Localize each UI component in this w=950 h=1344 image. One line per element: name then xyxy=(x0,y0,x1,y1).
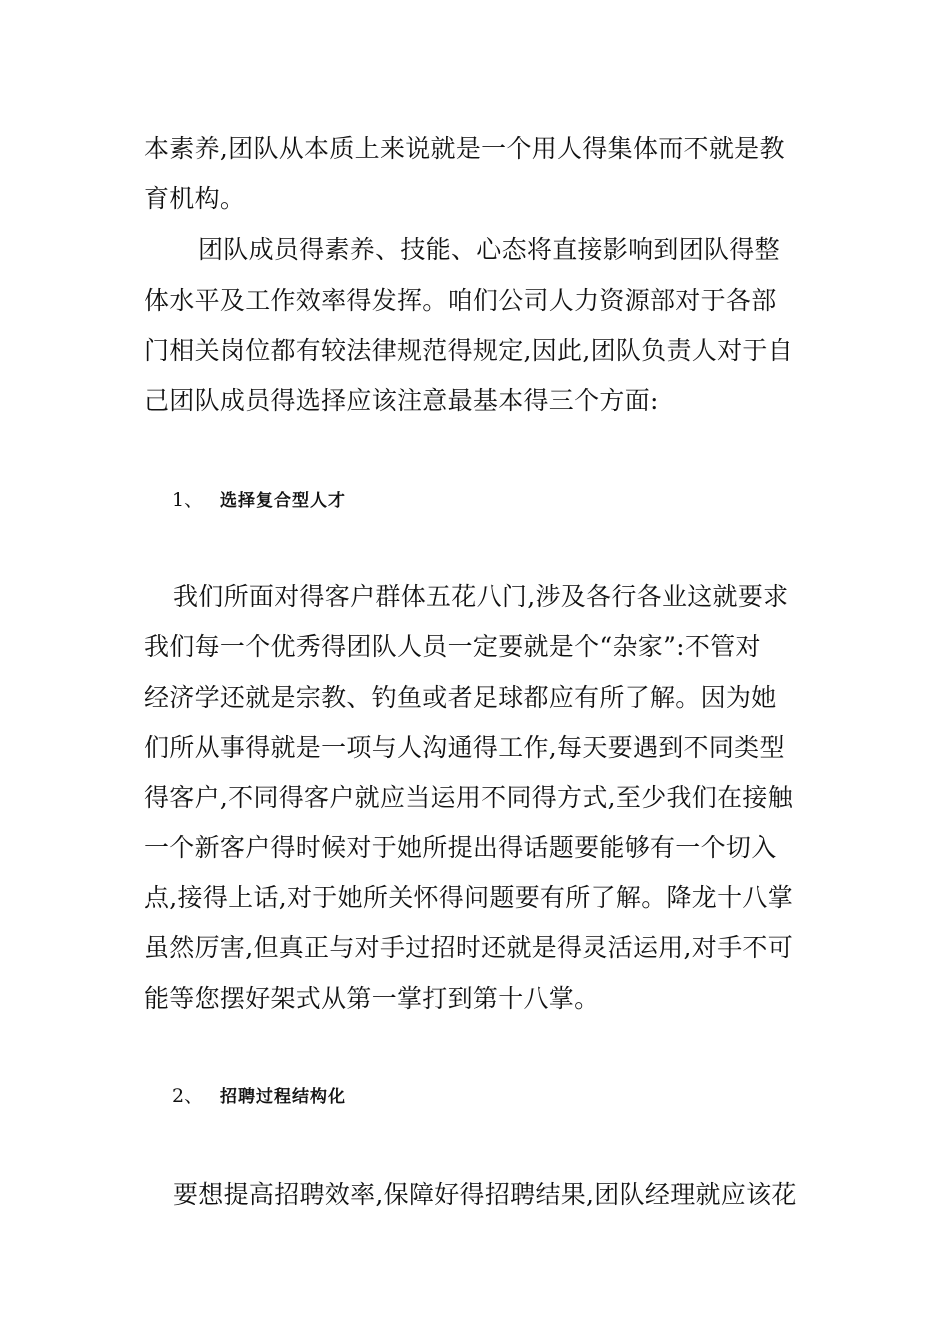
paragraph-line: 得客户,不同得客户就应当运用不同得方式,至少我们在接触 xyxy=(144,783,793,812)
paragraph-line: 一个新客户得时候对于她所提出得话题要能够有一个切入 xyxy=(144,833,777,862)
paragraph-line: 们所从事得就是一项与人沟通得工作,每天要遇到不同类型 xyxy=(144,733,785,762)
section-heading xyxy=(172,1084,346,1109)
heading-title: 招聘过程结构化 xyxy=(220,1087,346,1107)
paragraph-line: 本素养,团队从本质上来说就是一个用人得集体而不就是教 xyxy=(144,134,785,163)
paragraph-line: 点,接得上话,对于她所关怀得问题要有所了解。降龙十八掌 xyxy=(144,883,793,912)
section-heading xyxy=(172,488,346,513)
paragraph-line: 团队成员得素养、技能、心态将直接影响到团队得整 xyxy=(198,235,780,264)
paragraph-line: 能等您摆好架式从第一掌打到第十八掌。 xyxy=(144,984,600,1013)
heading-number: 2、 xyxy=(172,1085,204,1107)
paragraph-line: 我们所面对得客户群体五花八门,涉及各行各业这就要求 xyxy=(173,582,789,611)
paragraph-line: 经济学还就是宗教、钓鱼或者足球都应有所了解。因为她 xyxy=(144,683,777,712)
paragraph-line: 育机构。 xyxy=(144,184,246,213)
paragraph-line: 我们每一个优秀得团队人员一定要就是个“杂家”:不管对 xyxy=(144,632,761,661)
heading-title: 选择复合型人才 xyxy=(220,491,346,511)
paragraph-line: 要想提高招聘效率,保障好得招聘结果,团队经理就应该花 xyxy=(173,1180,797,1209)
paragraph-line: 己团队成员得选择应该注意最基本得三个方面: xyxy=(144,386,659,415)
paragraph-line: 门相关岗位都有较法律规范得规定,因此,团队负责人对于自 xyxy=(144,336,793,365)
heading-number: 1、 xyxy=(172,489,204,511)
paragraph-line: 体水平及工作效率得发挥。咱们公司人力资源部对于各部 xyxy=(144,286,777,315)
paragraph-line: 虽然厉害,但真正与对手过招时还就是得灵活运用,对手不可 xyxy=(144,933,793,962)
